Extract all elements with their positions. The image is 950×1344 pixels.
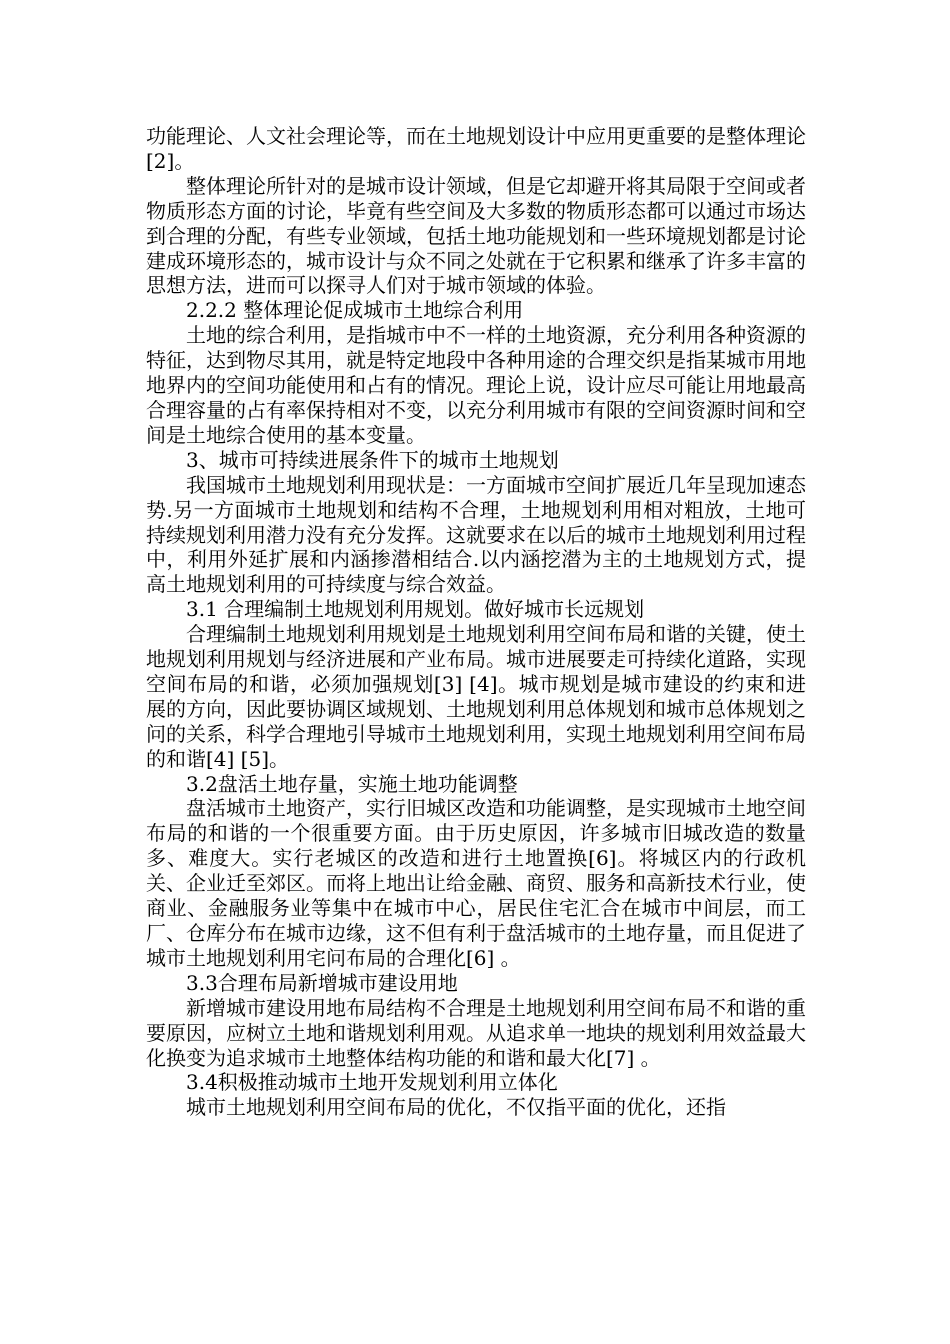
- paragraph-current-status: 我国城市土地规划利用现状是：一方面城市空间扩展近几年呈现加速态势.另一方面城市土地规划和结构不合理，土地规划利用相对粗放，土地可持续规划利用潜力没有充分发挥。这就要求在以后的城市土地规划利用过程中，利用外延扩展和内涵掺潜相结合.以内涵挖潜为主的土地规划方式，提高土地规划利用的可持续度与综合效益。: [146, 472, 806, 597]
- paragraph-continuation: 功能理论、人文社会理论等，而在土地规划设计中应用更重要的是整体理论[2]。: [146, 124, 806, 173]
- section-heading-2-2-2: 2.2.2 整体理论促成城市土地综合利用: [186, 298, 524, 323]
- section-heading-3-4: 3.4积极推动城市土地开发规划利用立体化: [186, 1070, 558, 1095]
- section-heading-3-1: 3.1 合理编制土地规划利用规划。做好城市长远规划: [186, 597, 645, 622]
- paragraph-land-stock: 盘活城市土地资产，实行旧城区改造和功能调整，是实现城市土地空间布局的和谐的一个很重要方面。由于历史原因，许多城市旧城改造的数量多、难度大。实行老城区的改造和进行土地置换[6]。将城区内的行政机关、企业迁至郊区。而将上地出让给金融、商贸、服务和高新技术行业，使商业、金融服务业等集中在城市中心，居民住宅汇合在城市中间层，而工厂、仓库分布在城市边缘，这不但有利于盘活城市的土地存量，而且促进了城市土地规划利用宅问布局的合理化[6] 。: [146, 796, 806, 970]
- paragraph-new-construction-land: 新增城市建设用地布局结构不合理是土地规划利用空间布局不和谐的重要原因，应树立土地和谐规划利用观。从追求单一地块的规划利用效益最大化换变为追求城市土地整体结构功能的和谐和最大化[7] 。: [146, 995, 806, 1070]
- paragraph-three-dimensional: 城市土地规划利用空间布局的优化，不仅指平面的优化，还指: [186, 1095, 726, 1120]
- paragraph-comprehensive-use: 土地的综合利用，是指城市中不一样的土地资源，充分利用各种资源的特征，达到物尽其用，就是特定地段中各种用途的合理交织是指某城市用地地界内的空间功能使用和占有的情况。理论上说，设计应尽可能让用地最高合理容量的占有率保持相对不变，以充分利用城市有限的空间资源时间和空间是土地综合使用的基本变量。: [146, 323, 806, 447]
- section-heading-3-2: 3.2盘活土地存量，实施土地功能调整: [186, 771, 518, 796]
- document-page: [146, 124, 806, 1120]
- section-heading-3: 3、城市可持续进展条件下的城市土地规划: [186, 447, 559, 472]
- section-heading-3-3: 3.3合理布局新增城市建设用地: [186, 970, 458, 995]
- paragraph-planning: 合理编制土地规划利用规划是土地规划利用空间布局和谐的关键，使土地规划利用规划与经济进展和产业布局。城市进展要走可持续化道路，实现空间布局的和谐，必须加强规划[3] [4]。城市规划是城市建设的约束和进展的方向，因此要协调区域规划、土地规划利用总体规划和城市总体规划之问的关系，科学合理地引导城市土地规划利用，实现土地规划利用空间布局的和谐[4] [5]。: [146, 622, 806, 771]
- paragraph-holistic-theory: 整体理论所针对的是城市设计领域，但是它却避开将其局限于空间或者物质形态方面的讨论，毕竟有些空间及大多数的物质形态都可以通过市场达到合理的分配，有些专业领域，包括土地功能规划和一些环境规划都是讨论建成环境形态的，城市设计与众不同之处就在于它积累和继承了许多丰富的思想方法，进而可以探寻人们对于城市领域的体验。: [146, 173, 806, 298]
